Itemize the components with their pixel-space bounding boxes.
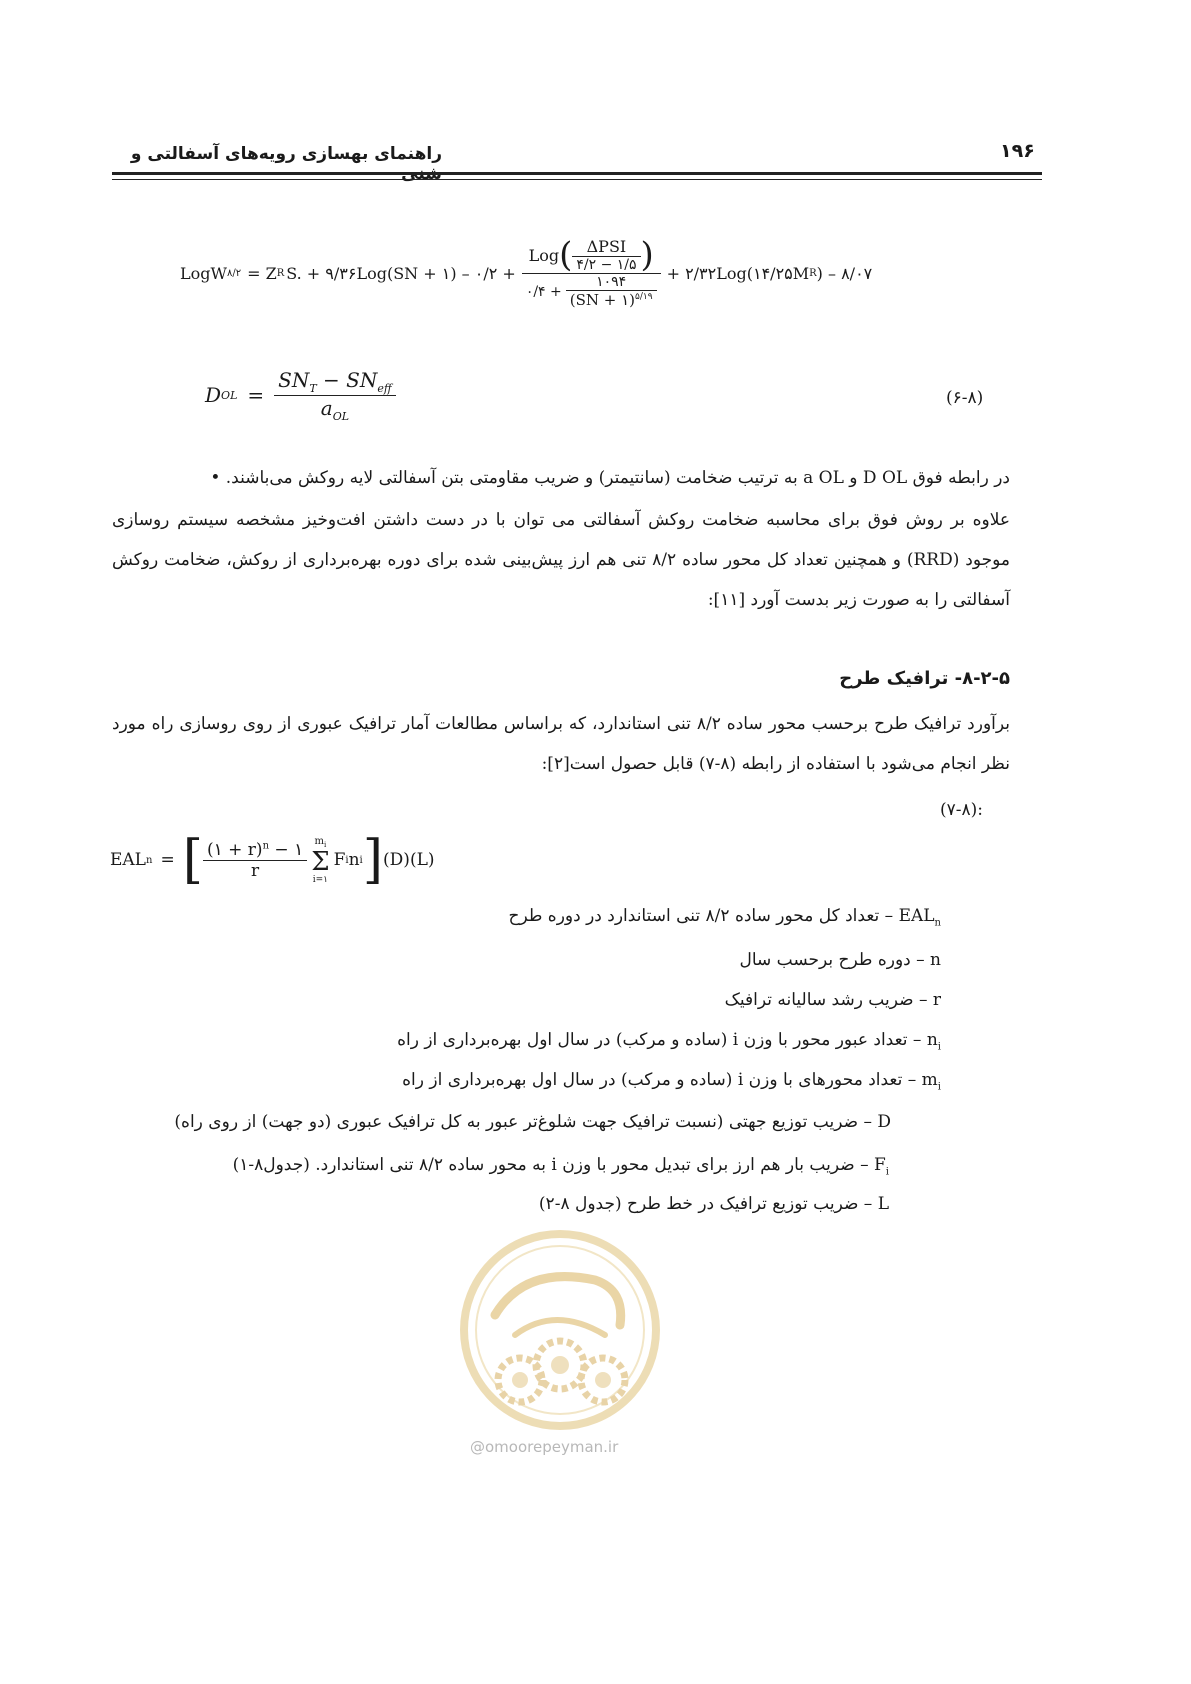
- eq1-main-fraction: Log ( $\frac{\text{ΔPSI}}{۴/۲ - ۱/۵}$ ) ۰/۴ + $\frac{۱۰۹۴}{(SN + ۱)^{۵/۱۹}}$: [522, 237, 661, 309]
- var-text: – ضریب توزیع ترافیک در خط طرح (جدول ۸-۲): [538, 1194, 873, 1214]
- equation-dol: D OL = $\frac{SN_T - SN_{eff}}{a_{OL}}$: [205, 360, 396, 430]
- var-text: – ضریب بار هم ارز برای تبدیل محور با وزن i به محور ساده ۸/۲ تنی استاندارد. (جدول۸-۱): [232, 1155, 869, 1175]
- eq1-sn-num: ۱۰۹۴: [596, 274, 627, 290]
- watermark-url: @omoorepeyman.ir: [470, 1438, 619, 1456]
- eq2-fraction: [274, 368, 396, 423]
- eq1-sn-exp: ۵/۱۹: [635, 292, 653, 302]
- var-sym: L: [877, 1194, 889, 1214]
- eq3-frac-den: r: [251, 860, 260, 881]
- var-sym: r: [932, 990, 941, 1010]
- eq1-psi-den: ۴/۲ − ۱/۵: [576, 257, 637, 273]
- eq3-frac-num: (۱ + r): [206, 839, 263, 860]
- var-sub: i: [937, 1081, 941, 1093]
- eq1-num-log: Log: [528, 245, 560, 265]
- var-sym: n: [926, 1030, 938, 1050]
- eq3-fraction: [203, 840, 307, 881]
- var-sub: i: [937, 1041, 941, 1053]
- var-sym: n: [930, 950, 941, 970]
- var-sym: F: [874, 1155, 886, 1175]
- eq1-psi-num: ΔPSI: [586, 237, 627, 256]
- eq1-t1: = Z: [247, 263, 277, 283]
- eq2-num: SN: [278, 367, 310, 392]
- eq3-frac-exp: n: [262, 839, 270, 851]
- eq3-lhs: EAL: [110, 850, 146, 870]
- variable-row: [397, 1030, 941, 1052]
- eq3-sum-top: m: [314, 835, 325, 847]
- eq1-sn-fraction: [566, 274, 657, 309]
- eq1-den-lead: ۰/۴ +: [525, 283, 562, 300]
- header-rule-thin: [112, 179, 1042, 180]
- eq1-t1-sub: R: [276, 267, 285, 279]
- eq2-label: (۶-۸): [946, 388, 984, 408]
- eq1-tail-sub: R: [809, 267, 817, 279]
- equation-w18: [180, 218, 1040, 328]
- variable-row: [233, 1155, 889, 1177]
- eq3-sum: $m_i$ Σ i=۱: [311, 835, 330, 885]
- eq1-t2: S. + ۹/۳۶Log(SN + ۱) – ۰/۲ +: [286, 263, 516, 283]
- var-sub: i: [885, 1166, 889, 1178]
- var-text: – تعداد کل محور ساده ۸/۲ تنی استاندارد در دوره طرح: [508, 906, 894, 926]
- var-text: – تعداد عبور محور با وزن i (ساده و مرکب) در سال اول بهره‌برداری از راه: [397, 1030, 922, 1050]
- paragraph-rrd-method: علاوه بر روش فوق برای محاسبه ضخامت روکش آسفالتی می توان با در دست داشتن افت‌وخیز مشخصه سیستم روسازی موجود (RRD) و همچنین تعداد کل محور ساده ۸/۲ تنی هم ارز پیش‌بینی شده برای دوره بهره‌برداری از روکش، ضخامت روکش آسفالتی را به صورت زیر بدست آورد [۱۱]:: [112, 510, 1010, 610]
- eq2-lhs: D: [205, 383, 222, 407]
- eq2-num-sub2: eff: [377, 381, 392, 395]
- eq1-psi-fraction: [572, 237, 640, 273]
- eq3-sum-term2: n: [348, 850, 360, 870]
- var-text: – تعداد محورهای با وزن i (ساده و مرکب) در سال اول بهره‌برداری از راه: [402, 1070, 917, 1090]
- eq2-num-mid: − SN: [316, 367, 378, 392]
- seal-icon: [455, 1225, 665, 1435]
- paragraph-design-traffic: برآورد ترافیک طرح برحسب محور ساده ۸/۲ تنی استاندارد، که براساس مطالعات آمار ترافیک عبوری از روی روسازی راه مورد نظر انجام می‌شود با استفاده از رابطه (۸-۷) قابل حصول است[۲]:: [112, 714, 1010, 774]
- eq3-frac-tail: − ۱: [269, 839, 304, 860]
- page-number: ۱۹۶: [1000, 140, 1035, 162]
- eq2-den-sub: OL: [332, 409, 350, 423]
- eq3-sum-term: F: [333, 850, 346, 870]
- var-text: – ضریب رشد سالیانه ترافیک: [724, 990, 928, 1010]
- eq1-sn-den: (SN + ۱): [569, 291, 636, 309]
- eq1-tail-end: ) – ۸/۰۷: [816, 263, 873, 283]
- eq2-lhs-sub: OL: [221, 388, 238, 402]
- var-text: – ضریب توزیع جهتی (نسبت ترافیک جهت شلوغ‌تر عبور به کل ترافیک عبوری (دو جهت) از روی راه): [174, 1112, 872, 1132]
- eq1-lhs-sub: ۸/۲: [226, 267, 242, 279]
- variable-row: [539, 1194, 889, 1214]
- watermark-logo: [455, 1225, 665, 1435]
- paragraph-dol-definition: در رابطه فوق D OL و a OL به ترتیب ضخامت (سانتیمتر) و ضریب مقاومتی بتن آسفالتی لایه روکش می‌باشند. •: [210, 468, 1010, 488]
- eq3-label: :(۷-۸): [940, 800, 984, 820]
- eq2-den: a: [320, 395, 333, 420]
- eq3-sum-top-sub: i: [324, 840, 327, 849]
- eq3-sum-term2-sub: i: [359, 854, 363, 866]
- var-sym: EAL: [898, 906, 935, 926]
- running-title: راهنمای بهسازی رویه‌های آسفالتی و: [130, 144, 442, 164]
- var-sub: n: [934, 917, 941, 929]
- variable-row: [725, 990, 941, 1010]
- equation-eal: EAL n = [ $\frac{(۱ + r)^n - ۱}{r}$ $m_i$ Σ i=۱ F i n i ] (D)(L): [110, 830, 435, 890]
- eq3-sum-term-sub: i: [345, 854, 349, 866]
- variable-row: [739, 950, 941, 970]
- header-rule: [112, 172, 1042, 175]
- eq2-num-sub1: T: [309, 381, 317, 395]
- eq3-sum-bottom: i=۱: [312, 874, 329, 885]
- variable-row: [509, 906, 942, 928]
- var-sym: D: [877, 1112, 891, 1132]
- var-sym: m: [921, 1070, 938, 1090]
- variable-row: [174, 1112, 891, 1132]
- variable-row: [402, 1070, 941, 1092]
- eq3-lhs-sub: n: [145, 854, 153, 866]
- eq1-tail: + ۲/۳۲Log(۱۴/۲۵M: [666, 263, 810, 283]
- eq3-tail: (D)(L): [383, 850, 435, 870]
- eq1-lhs: LogW: [180, 263, 227, 283]
- var-text: – دوره طرح برحسب سال: [739, 950, 925, 970]
- section-heading: ۸-۲-۵- ترافیک طرح: [839, 668, 1010, 689]
